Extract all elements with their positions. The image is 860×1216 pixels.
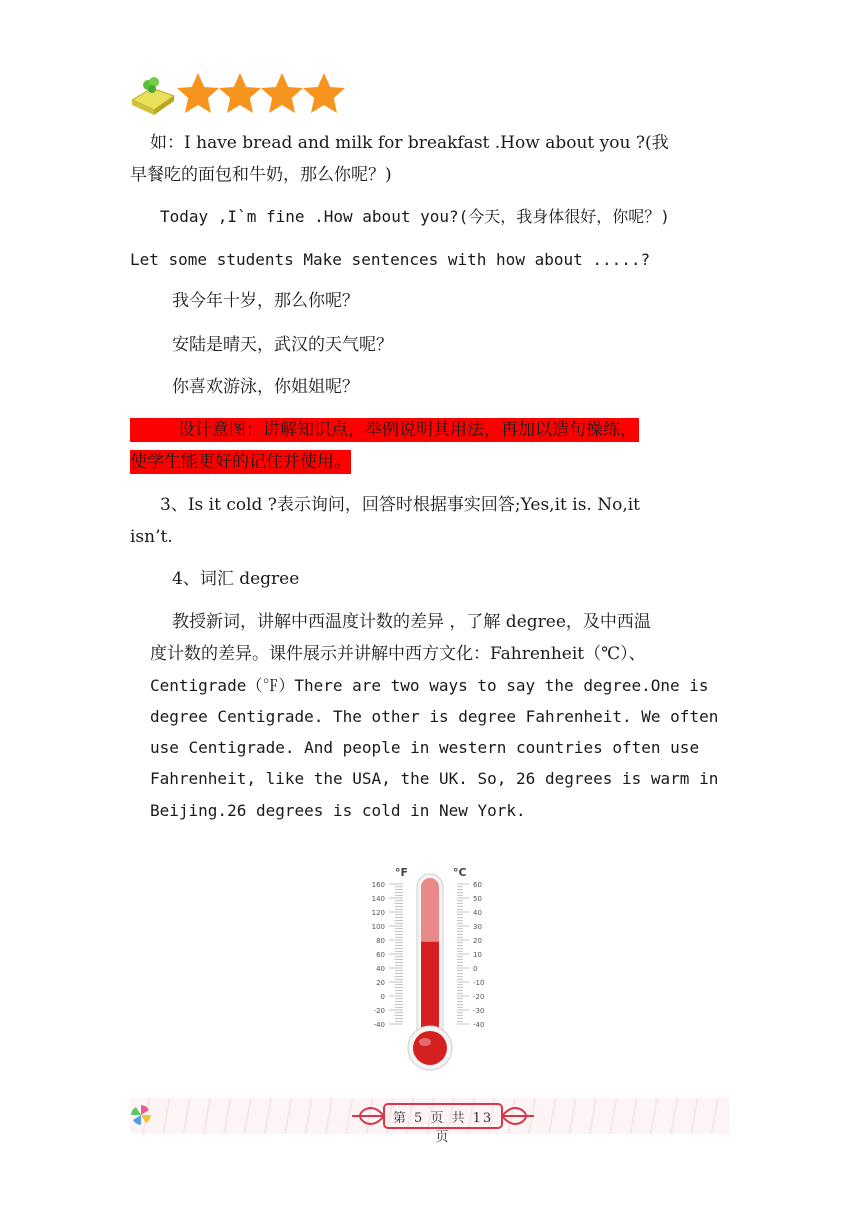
- section4-body-line7: Beijing.26 degrees is cold in New York.: [150, 801, 526, 820]
- thermometer-image: [365, 862, 495, 1072]
- paragraph-example-1-cont: 早餐吃的面包和牛奶，那么你呢？): [130, 165, 392, 185]
- design-intent-line2: 使学生能更好的记住并使用。: [130, 452, 351, 472]
- fahrenheit-tick-label: 80: [376, 937, 385, 945]
- celsius-unit-label: °C: [453, 866, 467, 879]
- practice-sentence-1: 我今年十岁，那么你呢？: [172, 291, 359, 311]
- paragraph-example-1: 如：I have bread and milk for breakfast .How about you ?(我: [150, 133, 669, 153]
- paragraph-example-2: Today ,I`m fine .How about you?(今天，我身体很好，你呢？): [160, 207, 670, 226]
- section4-body-line2: 度计数的差异。课件展示并讲解中西方文化：Fahrenheit（℃）、: [150, 644, 646, 664]
- design-intent-line1-wrap: [130, 419, 730, 441]
- practice-sentence-2: 安陆是晴天，武汉的天气呢？: [172, 335, 393, 355]
- celsius-tick-label: -30: [473, 1007, 485, 1015]
- celsius-tick-label: 40: [473, 909, 482, 917]
- fahrenheit-tick-label: 160: [371, 881, 385, 889]
- fahrenheit-tick-label: 60: [376, 951, 385, 959]
- design-intent-line2-wrap: [130, 451, 351, 473]
- fahrenheit-tick-label: 100: [371, 923, 385, 931]
- fahrenheit-tick-label: 40: [376, 965, 385, 973]
- fahrenheit-tick-label: 0: [380, 993, 385, 1001]
- fahrenheit-tick-label: 140: [371, 895, 385, 903]
- fahrenheit-tick-label: -40: [373, 1021, 385, 1029]
- section4-body-line1: 教授新词，讲解中西温度计数的差异 ，了解 degree，及中西温: [172, 612, 651, 632]
- practice-sentence-3: 你喜欢游泳，你姐姐呢？: [172, 377, 359, 397]
- fahrenheit-tick-label: 20: [376, 979, 385, 987]
- celsius-tick-label: 50: [473, 895, 482, 903]
- celsius-tick-label: -20: [473, 993, 485, 1001]
- section4-body-line5: use Centigrade. And people in western countries often use: [150, 738, 700, 757]
- section4-body-line3: Centigrade（℉）There are two ways to say the degree.One is: [150, 676, 709, 695]
- celsius-tick-label: -10: [473, 979, 485, 987]
- book-icon: [132, 77, 174, 115]
- celsius-tick-label: 60: [473, 881, 482, 889]
- page-number-label: 第 5 页 共 13 页: [392, 1111, 494, 1145]
- section4-body-line6: Fahrenheit, like the USA, the UK. So, 26 degrees is warm in: [150, 769, 719, 788]
- section4-heading: 4、词汇 degree: [172, 569, 300, 589]
- celsius-tick-label: 30: [473, 923, 482, 931]
- celsius-tick-label: -40: [473, 1021, 485, 1029]
- fahrenheit-unit-label: °F: [395, 866, 409, 879]
- fahrenheit-tick-label: -20: [373, 1007, 385, 1015]
- paragraph-practice: Let some students Make sentences with how about .....?: [130, 250, 651, 269]
- section3-line1: 3、Is it cold ?表示询问，回答时根据事实回答;Yes,it is. No,it: [160, 495, 641, 515]
- fahrenheit-tick-label: 120: [371, 909, 385, 917]
- pinwheel-icon: [130, 1104, 152, 1126]
- celsius-tick-label: 10: [473, 951, 482, 959]
- page-footer: [130, 1098, 730, 1145]
- stars-decoration-icon: [130, 70, 345, 120]
- design-intent-line1: 设计意图：讲解知识点，举例说明其用法，再加以造句操练，: [130, 418, 639, 442]
- thermometer-bulb: [413, 1031, 447, 1065]
- celsius-tick-label: 20: [473, 937, 482, 945]
- celsius-tick-label: 0: [473, 965, 478, 973]
- section3-line2: isn’t.: [130, 527, 173, 547]
- section4-body-line4: degree Centigrade. The other is degree Fahrenheit. We often: [150, 707, 719, 726]
